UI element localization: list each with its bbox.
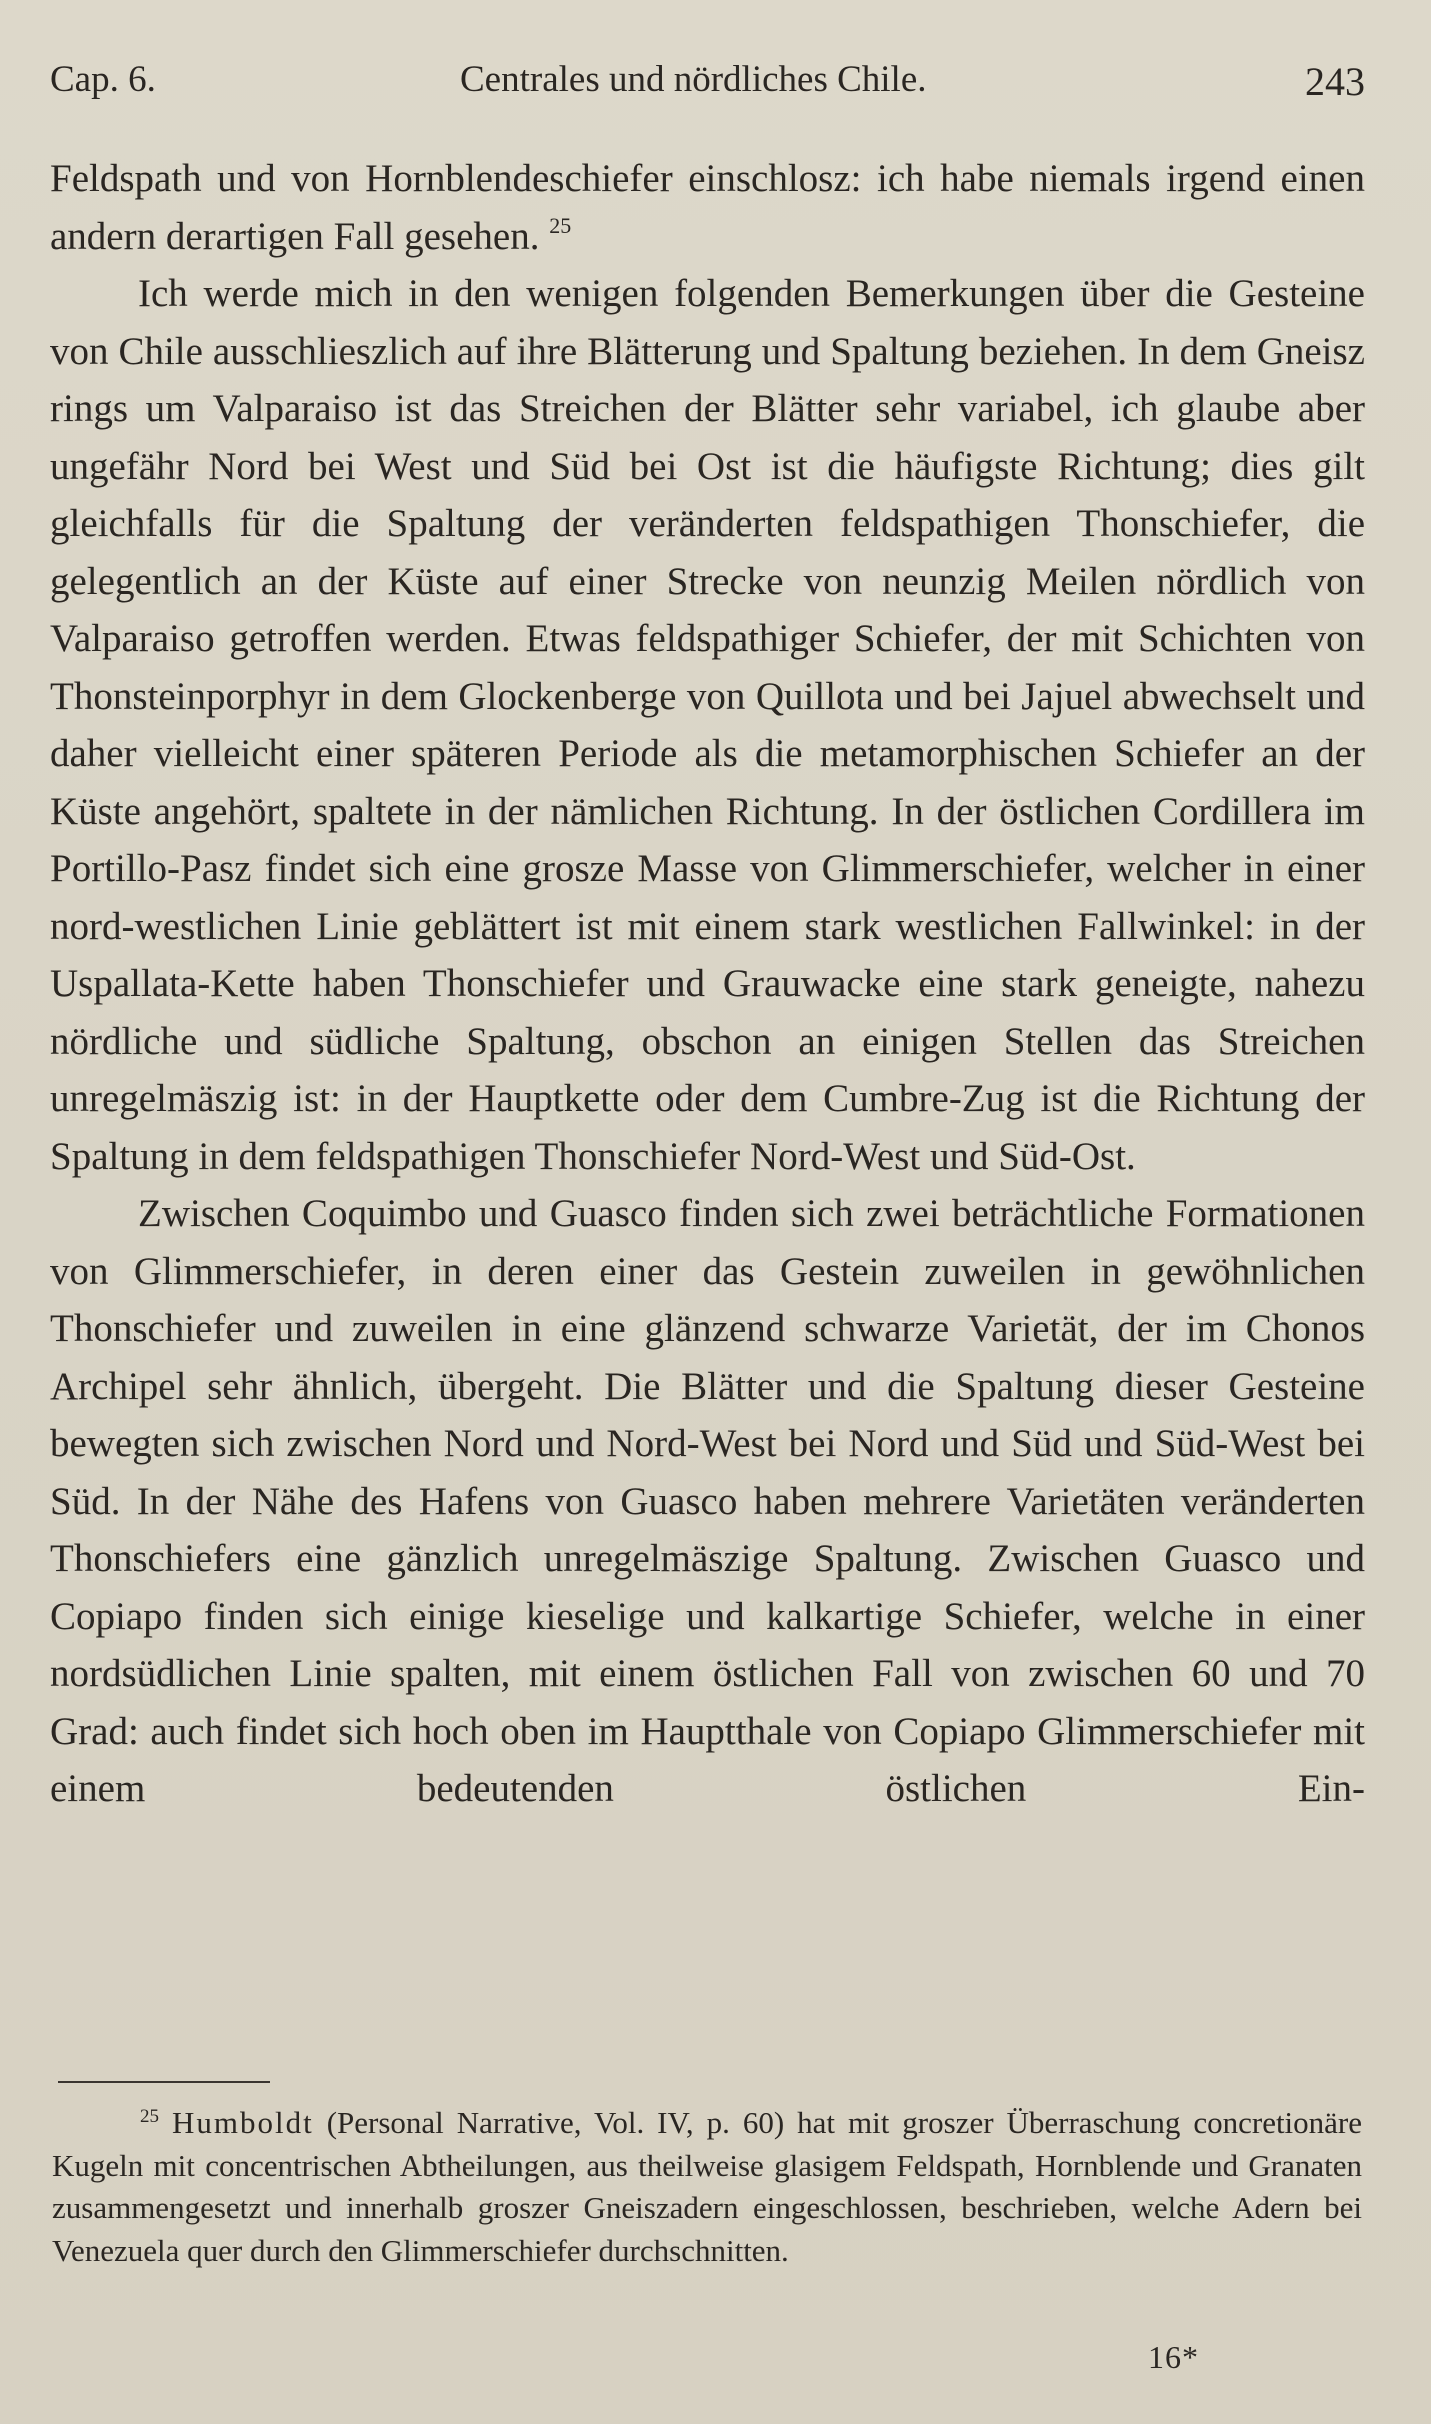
main-text xyxy=(50,150,1365,1818)
footnote-reference: 25 xyxy=(549,212,572,238)
footnote-divider xyxy=(58,2081,270,2083)
printer-signature-mark: 16* xyxy=(1148,2339,1199,2375)
paragraph-3: Zwischen Coquimbo und Guasco finden sich zwei beträchtliche Formationen von Glimmerschiefer, in deren einer das Gestein zuweilen in gewöhnlichen Thonschiefer und zuweilen in eine glänzend schwarze Varietät, der im Chonos Archipel sehr ähnlich, übergeht. Die Blätter und die Spaltung dieser Gesteine bewegten sich zwischen Nord und Nord-West bei Nord und Süd und Süd-West bei Süd. In der Nähe des Hafens von Guasco haben mehrere Varietäten veränderten Thonschiefers eine gänzlich unregelmäszige Spaltung. Zwischen Guasco und Copiapo finden sich einige kieselige und kalkartige Schiefer, welche in einer nordsüdlichen Linie spalten, mit einem östlichen Fall von zwischen 60 und 70 Grad: auch findet sich hoch oben im Hauptthale von Copiapo Glimmerschiefer mit einem bedeutenden östlichen Ein- xyxy=(50,1192,1365,1810)
running-header xyxy=(50,58,1365,108)
running-title: Centrales und nördliches Chile. xyxy=(460,59,927,100)
footnote-text: (Personal Narrative, Vol. IV, p. 60) hat mit groszer Überraschung concretionäre Kugeln mit concentrischen Abtheilungen, aus theilweise glasigem Feldspath, Hornblende und Granaten zusammengesetzt und innerhalb groszer Gneiszadern eingeschlossen, beschrieben, welche Adern bei Venezuela quer durch den Glimmerschiefer durchschnitten. xyxy=(52,2105,1363,2268)
footnote-number: 25 xyxy=(140,2106,159,2127)
paragraph-2: Ich werde mich in den wenigen folgenden Bemerkungen über die Gesteine von Chile ausschlieszlich auf ihre Blätterung und Spaltung beziehen. In dem Gneisz rings um Valparaiso ist das Streichen der Blätter sehr variabel, ich glaube aber ungefähr Nord bei West und Süd bei Ost ist die häufigste Richtung; dies gilt gleichfalls für die Spaltung der veränderten feldspathigen Thonschiefer, die gelegentlich an der Küste auf einer Strecke von neunzig Meilen nördlich von Valparaiso getroffen werden. Etwas feldspathiger Schiefer, der mit Schichten von Thonsteinporphyr in dem Glockenberge von Quillota und bei Jajuel abwechselt und daher vielleicht einer späteren Periode als die metamorphischen Schiefer an der Küste angehört, spaltete in der nämlichen Richtung. In der östlichen Cordillera im Portillo-Pasz findet sich eine grosze Masse von Glimmerschiefer, welcher in einer nord-westlichen Linie geblättert ist mit einem stark westlichen Fallwinkel: in der Uspallata-Kette haben Thonschiefer und Grauwacke eine stark geneigte, nahezu nördliche und südliche Spaltung, obschon an einigen Stellen das Streichen unregelmäszig ist: in der Hauptkette oder dem Cumbre-Zug ist die Richtung der Spaltung in dem feldspathigen Thonschiefer Nord-West und Süd-Ost. xyxy=(50,272,1365,1178)
paragraph-1-text: Feldspath und von Hornblendeschiefer einschlosz: ich habe niemals irgend einen andern derartigen Fall gesehen. xyxy=(50,157,1365,258)
paragraph-1 xyxy=(50,150,1365,265)
page-number: 243 xyxy=(1305,59,1365,104)
footnote xyxy=(52,2102,1362,2272)
chapter-label: Cap. 6. xyxy=(50,59,156,100)
footnote-author: Humboldt xyxy=(171,2105,314,2140)
